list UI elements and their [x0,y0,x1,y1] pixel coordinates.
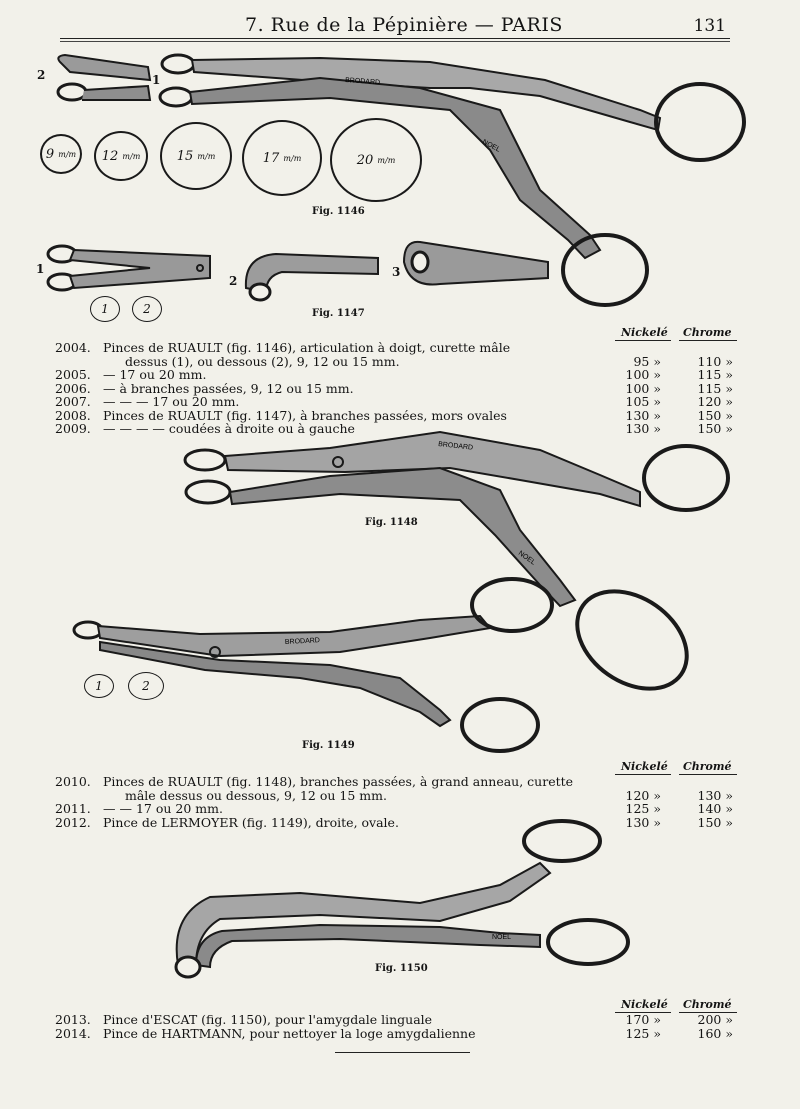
engraving-brodard: BRODARD [344,77,381,87]
fig1147-circle-1: 1 [90,296,120,322]
table-row: 2009. — — — — coudées à droite ou à gauche 130 » 150 » [55,421,733,436]
fig1149-circle-2: 2 [128,672,164,700]
fig1147-circle-2: 2 [132,296,162,322]
table-row: 2012. Pince de LERMOYER (fig. 1149), droite, ovale. 130 » 150 » [55,814,733,830]
bottom-rule [335,1052,470,1053]
fig1147-marker-3: 3 [392,265,401,279]
price-table-3 [55,998,735,1039]
size-circle-12: 12 m/m [94,131,148,181]
table-row: mâle dessus ou dessous, 9, 12 ou 15 mm. 120 » 130 » [125,787,733,803]
col-chrome: Chromé [683,760,732,773]
engraving-noel: NOEL [481,138,502,154]
table-row: 2013. Pince d'ESCAT (fig. 1150), pour l'amygdale linguale 170 » 200 » [55,1012,733,1027]
col-chrome: Chromé [683,998,732,1011]
engraving-noel-1148: NOEL [516,549,537,567]
table-row: 2005. — 17 ou 20 mm. 100 » 115 » [55,367,733,382]
table-row: 2010. Pinces de RUAULT (fig. 1148), branches passées, à grand anneau, curette [55,774,574,789]
fig-1150-caption: Fig. 1150 [375,963,428,974]
table-row: 2004. Pinces de RUAULT (fig. 1146), articulation à doigt, curette mâle [55,340,511,355]
table-row: 2006. — à branches passées, 9, 12 ou 15 mm. 100 » 115 » [55,380,733,396]
fig-1148-caption: Fig. 1148 [365,517,418,528]
col-nickele: Nickelé [621,760,668,773]
engraving-brodard-1149: BRODARD [284,637,321,646]
fig-1146-caption: Fig. 1146 [312,206,365,217]
column-headers-3 [55,998,735,1012]
fig-1149-caption: Fig. 1149 [302,740,355,751]
size-circle-9: 9 m/m [40,134,82,174]
page-number: 131 [693,16,726,36]
col-nickele: Nickelé [621,326,668,339]
fig1147-marker-1: 1 [36,262,45,276]
forceps-1148-1149-illustration [0,420,800,760]
engraving-brodard-1148: BRODARD [437,441,474,452]
size-circle-20: 20 m/m [330,118,422,202]
engraving-noel-1150: NOEL [492,934,512,941]
column-headers-2 [55,760,735,774]
col-chrome: Chrome [683,326,732,339]
table-row: 2014. Pince de HARTMANN, pour nettoyer la loge amygdalienne 125 » 160 » [55,1025,733,1041]
price-table-1 [55,326,735,435]
fig1149-circle-1: 1 [84,674,114,698]
fig1146-marker-1: 1 [152,73,161,87]
fig1147-marker-2: 2 [229,274,238,288]
page-title: 7. Rue de la Pépinière — PARIS [245,14,563,36]
fig-1147-caption: Fig. 1147 [312,308,365,319]
table-row: 2011. — — 17 ou 20 mm. 125 » 140 » [55,801,733,816]
table-row: 2008. Pinces de RUAULT (fig. 1147), à branches passées, mors ovales 130 » 150 » [55,407,733,423]
table-row: 2007. — — — 17 ou 20 mm. 105 » 120 » [55,394,733,409]
size-circle-15: 15 m/m [160,122,232,190]
col-nickele: Nickelé [621,998,668,1011]
column-headers-1 [55,326,735,340]
size-circle-17: 17 m/m [242,120,322,196]
fig1146-marker-2: 2 [37,68,46,82]
table-row: dessus (1), ou dessous (2), 9, 12 ou 15 mm. 95 » 110 » [125,353,733,369]
